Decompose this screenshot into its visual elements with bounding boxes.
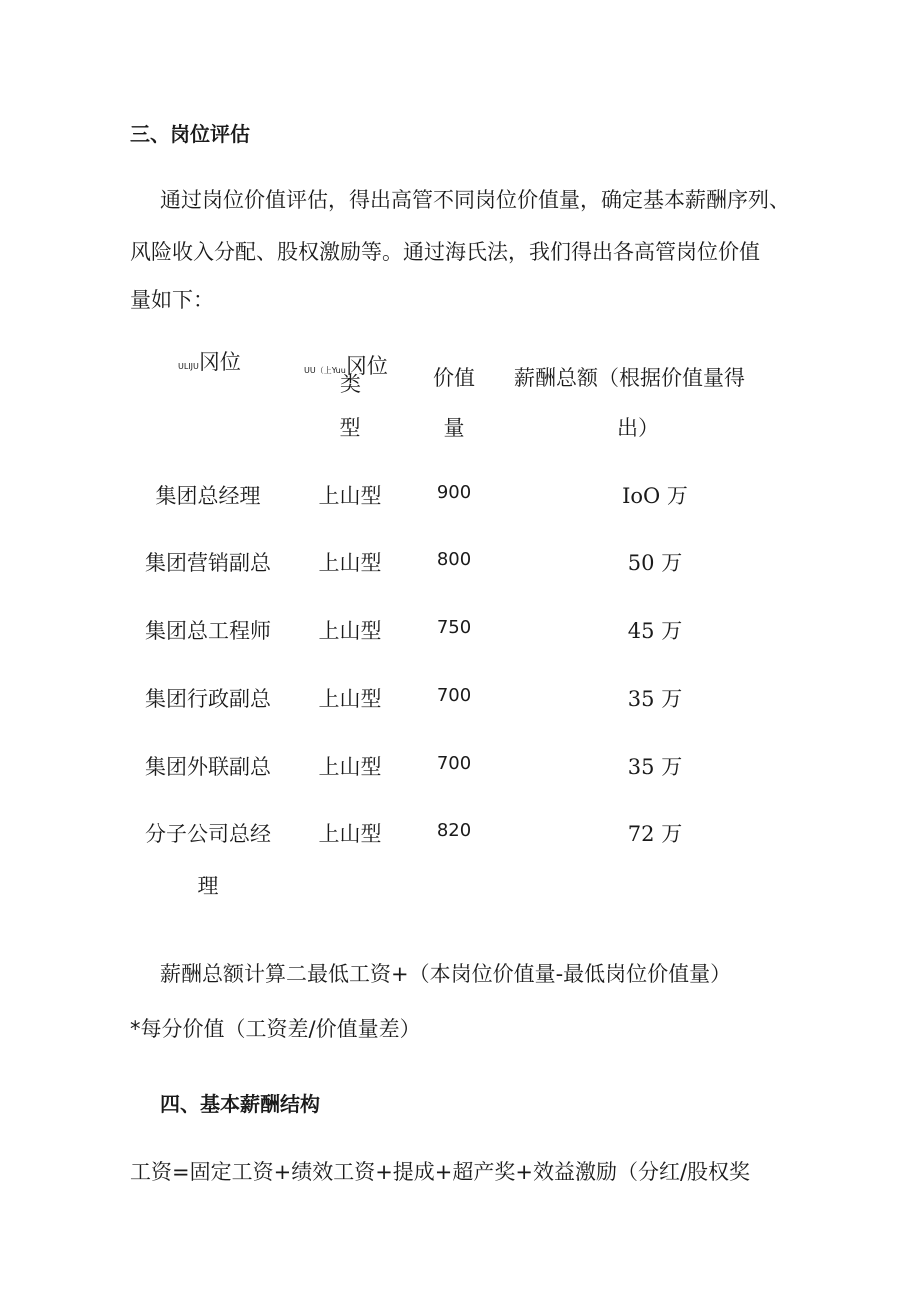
cell-position: 集团总经理	[155, 484, 261, 508]
cell-position: 集团外联副总	[145, 755, 271, 779]
cell-position: 集团营销副总	[145, 551, 271, 575]
header-type-prefix: UU（上Yuu	[304, 366, 346, 375]
cell-salary: 35 万	[627, 755, 683, 779]
header-position-prefix: ULIJU	[178, 362, 199, 371]
cell-salary: 45 万	[627, 619, 683, 643]
cell-type: 上山型	[318, 551, 382, 575]
intro-line-3: 量如下：	[130, 288, 214, 312]
cell-salary: 72 万	[627, 822, 683, 846]
intro-line-1: 通过岗位价值评估，得出高管不同岗位价值量，确定基本薪酬序列、	[160, 188, 790, 212]
cell-salary: 35 万	[627, 687, 683, 711]
section-heading-4: 四、基本薪酬结构	[160, 1092, 320, 1116]
formula-line-1: 薪酬总额计算二最低工资+（本岗位价值量-最低岗位价值量）	[160, 962, 732, 986]
header-type-line1: UU（上Yuu冈位	[304, 354, 388, 378]
formula-line-2: *每分价值（工资差/价值量差）	[130, 1017, 421, 1041]
header-salary-line1: 薪酬总额（根据价值量得	[514, 366, 745, 390]
cell-value: 700	[436, 685, 472, 706]
cell-value: 900	[436, 482, 472, 503]
cell-position-line2: 理	[197, 874, 219, 898]
header-salary-line2: 出）	[617, 416, 659, 440]
cell-type: 上山型	[318, 619, 382, 643]
section-heading-3: 三、岗位评估	[130, 122, 250, 146]
cell-type: 上山型	[318, 755, 382, 779]
header-value-line1: 价值	[433, 366, 475, 390]
cell-type: 上山型	[318, 822, 382, 846]
cell-salary: 50 万	[627, 551, 683, 575]
structure-line-1: 工资=固定工资+绩效工资+提成+超产奖+效益激励（分红/股权奖	[130, 1160, 751, 1184]
header-type-line2: 类	[340, 372, 361, 396]
header-type-line3: 型	[339, 416, 361, 440]
cell-value: 820	[436, 820, 472, 841]
cell-position: 集团总工程师	[145, 619, 271, 643]
cell-type: 上山型	[318, 484, 382, 508]
cell-position: 分子公司总经	[145, 822, 271, 846]
header-value-line2: 量	[443, 416, 465, 440]
cell-position: 集团行政副总	[145, 687, 271, 711]
cell-value: 800	[436, 549, 472, 570]
header-position: ULIJU冈位	[178, 350, 241, 374]
cell-type: 上山型	[318, 687, 382, 711]
intro-line-2: 风险收入分配、股权激励等。通过海氏法，我们得出各高管岗位价值	[130, 240, 760, 264]
cell-value: 750	[436, 617, 472, 638]
cell-value: 700	[436, 753, 472, 774]
cell-salary: IoO 万	[622, 484, 688, 508]
